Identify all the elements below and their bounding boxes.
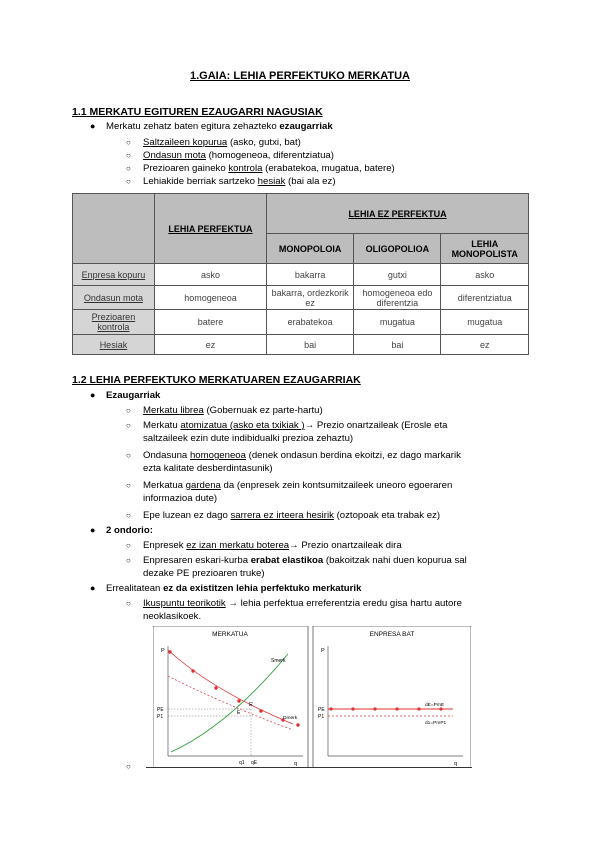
demand-point	[214, 686, 217, 689]
table-row: Ondasun mota homogeneoa bakarra, ordezkorik ez homogeneoa edo diferentzia diferentziatua	[73, 286, 529, 310]
firm-point	[329, 707, 332, 710]
list-item: Enpresaren eskari-kurba erabat elastikoa (bakoitzak nahi duen kopurua sal	[143, 555, 467, 566]
list-item: Enpresek ez izan merkatu boterea→ Prezio onartzaileak dira	[143, 540, 402, 551]
list-item-continuation: neoklasikoek.	[143, 611, 202, 622]
list-item: Merkatua gardena da (enpresek zein kontsumitzaileek uneoro egoeraren	[143, 480, 453, 491]
figure-underline	[146, 767, 472, 768]
bullet-icon: ●	[90, 390, 96, 400]
ondorio-label: 2 ondorio:	[106, 525, 153, 536]
enpresa-title: ENPRESA BAT	[369, 631, 415, 638]
firm-point	[395, 707, 398, 710]
list-item: Epe luzean ez dago sarrera ez irteera hesirik (oztopoak eta trabak ez)	[143, 510, 441, 521]
circle-bullet-icon: ○	[126, 762, 131, 771]
de-label: dE=PmE	[425, 703, 445, 708]
e1-label: E'	[249, 702, 254, 708]
enpresa-panel	[313, 626, 471, 768]
circle-bullet-icon: ○	[126, 151, 131, 160]
list-item: Prezioaren gaineko kontrola (erabatekoa, mugatua, batere)	[143, 163, 395, 174]
q1-label: q1	[239, 760, 245, 766]
firm-point	[373, 707, 376, 710]
header-monopoloia: MONOPOLOIA	[267, 234, 354, 264]
market-diagram	[153, 626, 471, 768]
page-title: 1.GAIA: LEHIA PERFEKTUKO MERKATUA	[190, 70, 410, 82]
errealitatean-line: Errealitatean ez da existitzen lehia perfektuko merkaturik	[106, 583, 362, 594]
demand-label: Dmerk	[283, 716, 298, 721]
demand-point	[237, 699, 240, 702]
q-axis-label: q	[294, 761, 298, 767]
list-item: Ikuspuntu teorikotik → lehia perfektua erreferentzia eredu gisa hartu autore	[143, 598, 462, 609]
list-item: Saltzaileen kopurua (asko, gutxi, bat)	[143, 137, 301, 148]
circle-bullet-icon: ○	[126, 451, 131, 460]
qe-label: qE	[251, 760, 258, 766]
header-oligopolioa: OLIGOPOLIOA	[354, 234, 441, 264]
circle-bullet-icon: ○	[126, 421, 131, 430]
list-item-continuation: saltzaileek ezin dute indibidualki prezioa zehaztu)	[143, 433, 354, 444]
list-item-continuation: ezta kalitate desberdintasunik)	[143, 463, 273, 474]
circle-bullet-icon: ○	[126, 164, 131, 173]
e-label: E	[237, 710, 241, 716]
circle-bullet-icon: ○	[126, 541, 131, 550]
header-lehia-ez-perfektua: LEHIA EZ PERFEKTUA	[267, 194, 529, 234]
p-axis-label: P	[161, 648, 165, 654]
table-corner-cell	[73, 194, 155, 264]
list-item: Lehiakide berriak sartzeko hesiak (bai ala ez)	[143, 176, 336, 187]
circle-bullet-icon: ○	[126, 138, 131, 147]
p-axis-label: P	[321, 648, 325, 654]
ezaugarriak-label: Ezaugarriak	[106, 390, 161, 401]
header-lehia-monopolista: LEHIA MONOPOLISTA	[441, 234, 529, 264]
list-item: Merkatu atomizatua (asko eta txikiak )→ Prezio onartzaileak (Erosle eta	[143, 420, 448, 431]
supply-label: Smerk	[271, 658, 286, 664]
market-comparison-table	[72, 193, 529, 355]
circle-bullet-icon: ○	[126, 177, 131, 186]
bullet-icon: ●	[90, 583, 96, 593]
table-row: Prezioaren kontrola batere erabatekoa mugatua mugatua	[73, 310, 529, 335]
list-item-continuation: dezake PE prezioaren truke)	[143, 568, 265, 579]
list-item-continuation: informazioa dute)	[143, 493, 218, 504]
pe-label: PE	[318, 707, 325, 713]
firm-point	[417, 707, 420, 710]
p1-label: P1	[157, 714, 164, 720]
table-row: Enpresa kopuru asko bakarra gutxi asko	[73, 264, 529, 286]
section-1-intro: Merkatu zehatz baten egitura zehazteko ezaugarriak	[106, 121, 333, 132]
list-item: Merkatu librea (Gobernuak ez parte-hartu)	[143, 405, 323, 416]
circle-bullet-icon: ○	[126, 599, 131, 608]
demand-point	[296, 723, 299, 726]
header-lehia-perfektua: LEHIA PERFEKTUA	[154, 194, 266, 264]
firm-point	[351, 707, 354, 710]
demand-point	[168, 650, 171, 653]
pe-label: PE	[157, 707, 164, 713]
circle-bullet-icon: ○	[126, 511, 131, 520]
merkatua-panel	[153, 626, 308, 768]
demand-point	[191, 669, 194, 672]
bullet-icon: ●	[90, 525, 96, 535]
circle-bullet-icon: ○	[126, 481, 131, 490]
list-item: Ondasun mota (homogeneoa, diferentziatua)	[143, 150, 334, 161]
bullet-icon: ●	[90, 121, 96, 131]
circle-bullet-icon: ○	[126, 406, 131, 415]
section-1-heading: 1.1 MERKATU EGITUREN EZAUGARRI NAGUSIAK	[72, 106, 323, 118]
p1-label: P1	[318, 714, 325, 720]
list-item: Ondasuna homogeneoa (denek ondasun berdina ekoitzi, ez dago markarik	[143, 450, 461, 461]
demand-point	[259, 709, 262, 712]
d1-label: d1=PmP1	[425, 721, 447, 726]
table-row: Hesiak ez bai bai ez	[73, 335, 529, 355]
q-axis-label: q	[454, 761, 458, 767]
circle-bullet-icon: ○	[126, 556, 131, 565]
section-2-heading: 1.2 LEHIA PERFEKTUKO MERKATUAREN EZAUGARRIAK	[72, 374, 361, 386]
merkatua-title: MERKATUA	[212, 631, 248, 638]
